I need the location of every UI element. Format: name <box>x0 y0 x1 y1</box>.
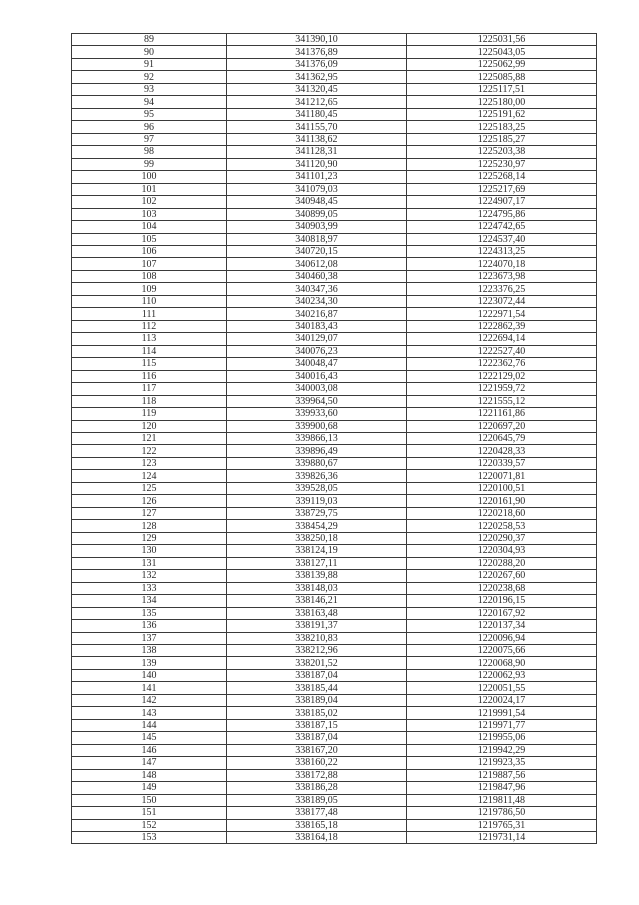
point-number-cell: 141 <box>72 682 227 694</box>
table-row <box>72 183 597 195</box>
x-coordinate-cell: 338186,28 <box>227 782 407 794</box>
point-number-cell: 116 <box>72 370 227 382</box>
table-row <box>72 158 597 170</box>
table-row <box>72 819 597 831</box>
point-number-cell: 140 <box>72 669 227 681</box>
x-coordinate-cell: 340216,87 <box>227 308 407 320</box>
x-coordinate-cell: 338185,02 <box>227 707 407 719</box>
point-number-cell: 143 <box>72 707 227 719</box>
x-coordinate-cell: 338148,03 <box>227 582 407 594</box>
x-coordinate-cell: 338729,75 <box>227 507 407 519</box>
point-number-cell: 103 <box>72 208 227 220</box>
point-number-cell: 139 <box>72 657 227 669</box>
y-coordinate-cell: 1220051,55 <box>407 682 597 694</box>
point-number-cell: 120 <box>72 420 227 432</box>
table-row <box>72 420 597 432</box>
y-coordinate-cell: 1219991,54 <box>407 707 597 719</box>
table-row <box>72 807 597 819</box>
x-coordinate-cell: 341212,65 <box>227 96 407 108</box>
y-coordinate-cell: 1225183,25 <box>407 121 597 133</box>
y-coordinate-cell: 1220697,20 <box>407 420 597 432</box>
x-coordinate-cell: 339933,60 <box>227 408 407 420</box>
table-row <box>72 644 597 656</box>
point-number-cell: 112 <box>72 320 227 332</box>
table-row <box>72 358 597 370</box>
x-coordinate-cell: 338189,04 <box>227 694 407 706</box>
x-coordinate-cell: 340347,36 <box>227 283 407 295</box>
y-coordinate-cell: 1220096,94 <box>407 632 597 644</box>
y-coordinate-cell: 1223072,44 <box>407 295 597 307</box>
point-number-cell: 100 <box>72 171 227 183</box>
table-row <box>72 657 597 669</box>
y-coordinate-cell: 1221555,12 <box>407 395 597 407</box>
x-coordinate-cell: 340129,07 <box>227 333 407 345</box>
x-coordinate-cell: 339880,67 <box>227 457 407 469</box>
x-coordinate-cell: 341079,03 <box>227 183 407 195</box>
table-row <box>72 295 597 307</box>
point-number-cell: 89 <box>72 34 227 46</box>
point-number-cell: 142 <box>72 694 227 706</box>
y-coordinate-cell: 1219955,06 <box>407 732 597 744</box>
table-row <box>72 320 597 332</box>
table-row <box>72 370 597 382</box>
x-coordinate-cell: 338127,11 <box>227 557 407 569</box>
x-coordinate-cell: 338177,48 <box>227 807 407 819</box>
table-row <box>72 395 597 407</box>
x-coordinate-cell: 340903,99 <box>227 221 407 233</box>
x-coordinate-cell: 340003,08 <box>227 383 407 395</box>
x-coordinate-cell: 338187,15 <box>227 719 407 731</box>
table-row <box>72 744 597 756</box>
y-coordinate-cell: 1220161,90 <box>407 495 597 507</box>
point-number-cell: 91 <box>72 58 227 70</box>
y-coordinate-cell: 1220062,93 <box>407 669 597 681</box>
x-coordinate-cell: 338187,04 <box>227 732 407 744</box>
x-coordinate-cell: 338172,88 <box>227 769 407 781</box>
x-coordinate-cell: 341128,31 <box>227 146 407 158</box>
point-number-cell: 106 <box>72 245 227 257</box>
y-coordinate-cell: 1225085,88 <box>407 71 597 83</box>
table-row <box>72 270 597 282</box>
point-number-cell: 102 <box>72 196 227 208</box>
point-number-cell: 118 <box>72 395 227 407</box>
table-row <box>72 58 597 70</box>
point-number-cell: 125 <box>72 482 227 494</box>
point-number-cell: 117 <box>72 383 227 395</box>
y-coordinate-cell: 1223376,25 <box>407 283 597 295</box>
point-number-cell: 124 <box>72 470 227 482</box>
point-number-cell: 94 <box>72 96 227 108</box>
table-row <box>72 682 597 694</box>
table-row <box>72 719 597 731</box>
y-coordinate-cell: 1220071,81 <box>407 470 597 482</box>
y-coordinate-cell: 1220267,60 <box>407 570 597 582</box>
point-number-cell: 90 <box>72 46 227 58</box>
y-coordinate-cell: 1220339,57 <box>407 457 597 469</box>
y-coordinate-cell: 1225117,51 <box>407 83 597 95</box>
x-coordinate-cell: 340016,43 <box>227 370 407 382</box>
table-row <box>72 333 597 345</box>
table-row <box>72 669 597 681</box>
table-row <box>72 582 597 594</box>
y-coordinate-cell: 1219847,96 <box>407 782 597 794</box>
table-row <box>72 607 597 619</box>
point-number-cell: 98 <box>72 146 227 158</box>
table-row <box>72 46 597 58</box>
point-number-cell: 152 <box>72 819 227 831</box>
y-coordinate-cell: 1220024,17 <box>407 694 597 706</box>
point-number-cell: 136 <box>72 620 227 632</box>
y-coordinate-cell: 1220288,20 <box>407 557 597 569</box>
x-coordinate-cell: 341376,09 <box>227 58 407 70</box>
x-coordinate-cell: 338185,44 <box>227 682 407 694</box>
x-coordinate-cell: 341320,45 <box>227 83 407 95</box>
y-coordinate-cell: 1225230,97 <box>407 158 597 170</box>
point-number-cell: 131 <box>72 557 227 569</box>
point-number-cell: 128 <box>72 520 227 532</box>
x-coordinate-cell: 338189,05 <box>227 794 407 806</box>
x-coordinate-cell: 338163,48 <box>227 607 407 619</box>
point-number-cell: 145 <box>72 732 227 744</box>
point-number-cell: 153 <box>72 832 227 844</box>
point-number-cell: 144 <box>72 719 227 731</box>
point-number-cell: 104 <box>72 221 227 233</box>
table-row <box>72 245 597 257</box>
table-row <box>72 34 597 46</box>
y-coordinate-cell: 1219971,77 <box>407 719 597 731</box>
x-coordinate-cell: 341155,70 <box>227 121 407 133</box>
y-coordinate-cell: 1222362,76 <box>407 358 597 370</box>
point-number-cell: 113 <box>72 333 227 345</box>
table-row <box>72 557 597 569</box>
y-coordinate-cell: 1220304,93 <box>407 545 597 557</box>
x-coordinate-cell: 339964,50 <box>227 395 407 407</box>
table-row <box>72 495 597 507</box>
table-row <box>72 632 597 644</box>
point-number-cell: 96 <box>72 121 227 133</box>
table-row <box>72 545 597 557</box>
x-coordinate-cell: 340460,38 <box>227 270 407 282</box>
table-row <box>72 782 597 794</box>
point-number-cell: 135 <box>72 607 227 619</box>
table-row <box>72 108 597 120</box>
y-coordinate-cell: 1220290,37 <box>407 532 597 544</box>
table-row <box>72 570 597 582</box>
y-coordinate-cell: 1224907,17 <box>407 196 597 208</box>
table-row <box>72 707 597 719</box>
point-number-cell: 105 <box>72 233 227 245</box>
point-number-cell: 133 <box>72 582 227 594</box>
point-number-cell: 115 <box>72 358 227 370</box>
x-coordinate-cell: 340818,97 <box>227 233 407 245</box>
point-number-cell: 119 <box>72 408 227 420</box>
y-coordinate-cell: 1219887,56 <box>407 769 597 781</box>
y-coordinate-cell: 1220428,33 <box>407 445 597 457</box>
x-coordinate-cell: 338164,18 <box>227 832 407 844</box>
point-number-cell: 123 <box>72 457 227 469</box>
table-row <box>72 71 597 83</box>
point-number-cell: 110 <box>72 295 227 307</box>
point-number-cell: 95 <box>72 108 227 120</box>
x-coordinate-cell: 338187,04 <box>227 669 407 681</box>
table-row <box>72 83 597 95</box>
x-coordinate-cell: 338210,83 <box>227 632 407 644</box>
table-row <box>72 532 597 544</box>
y-coordinate-cell: 1225203,38 <box>407 146 597 158</box>
y-coordinate-cell: 1223673,98 <box>407 270 597 282</box>
table-row <box>72 121 597 133</box>
x-coordinate-cell: 340183,43 <box>227 320 407 332</box>
table-row <box>72 96 597 108</box>
table-row <box>72 482 597 494</box>
y-coordinate-cell: 1225031,56 <box>407 34 597 46</box>
y-coordinate-cell: 1220645,79 <box>407 433 597 445</box>
table-row <box>72 794 597 806</box>
y-coordinate-cell: 1225062,99 <box>407 58 597 70</box>
table-row <box>72 832 597 844</box>
y-coordinate-cell: 1221161,86 <box>407 408 597 420</box>
x-coordinate-cell: 340612,08 <box>227 258 407 270</box>
table-row <box>72 520 597 532</box>
coordinates-table <box>71 33 597 844</box>
x-coordinate-cell: 338165,18 <box>227 819 407 831</box>
y-coordinate-cell: 1219942,29 <box>407 744 597 756</box>
y-coordinate-cell: 1224795,86 <box>407 208 597 220</box>
table-row <box>72 308 597 320</box>
y-coordinate-cell: 1224070,18 <box>407 258 597 270</box>
table-row <box>72 470 597 482</box>
x-coordinate-cell: 340076,23 <box>227 345 407 357</box>
x-coordinate-cell: 341376,89 <box>227 46 407 58</box>
x-coordinate-cell: 338139,88 <box>227 570 407 582</box>
table-row <box>72 595 597 607</box>
x-coordinate-cell: 339900,68 <box>227 420 407 432</box>
y-coordinate-cell: 1220196,15 <box>407 595 597 607</box>
x-coordinate-cell: 340948,45 <box>227 196 407 208</box>
table-row <box>72 171 597 183</box>
y-coordinate-cell: 1220218,60 <box>407 507 597 519</box>
table-row <box>72 457 597 469</box>
x-coordinate-cell: 340720,15 <box>227 245 407 257</box>
y-coordinate-cell: 1222971,54 <box>407 308 597 320</box>
x-coordinate-cell: 339896,49 <box>227 445 407 457</box>
table-row <box>72 694 597 706</box>
x-coordinate-cell: 338160,22 <box>227 757 407 769</box>
y-coordinate-cell: 1220238,68 <box>407 582 597 594</box>
y-coordinate-cell: 1222129,02 <box>407 370 597 382</box>
table-row <box>72 233 597 245</box>
y-coordinate-cell: 1219923,35 <box>407 757 597 769</box>
y-coordinate-cell: 1225217,69 <box>407 183 597 195</box>
table-row <box>72 208 597 220</box>
point-number-cell: 121 <box>72 433 227 445</box>
point-number-cell: 138 <box>72 644 227 656</box>
point-number-cell: 146 <box>72 744 227 756</box>
table-row <box>72 258 597 270</box>
point-number-cell: 101 <box>72 183 227 195</box>
point-number-cell: 129 <box>72 532 227 544</box>
point-number-cell: 92 <box>72 71 227 83</box>
point-number-cell: 137 <box>72 632 227 644</box>
point-number-cell: 147 <box>72 757 227 769</box>
y-coordinate-cell: 1222527,40 <box>407 345 597 357</box>
x-coordinate-cell: 339866,13 <box>227 433 407 445</box>
table-row <box>72 769 597 781</box>
y-coordinate-cell: 1220068,90 <box>407 657 597 669</box>
y-coordinate-cell: 1219786,50 <box>407 807 597 819</box>
y-coordinate-cell: 1225043,05 <box>407 46 597 58</box>
table-row <box>72 757 597 769</box>
table-row <box>72 433 597 445</box>
x-coordinate-cell: 338201,52 <box>227 657 407 669</box>
x-coordinate-cell: 341180,45 <box>227 108 407 120</box>
x-coordinate-cell: 341362,95 <box>227 71 407 83</box>
point-number-cell: 97 <box>72 133 227 145</box>
y-coordinate-cell: 1219765,31 <box>407 819 597 831</box>
point-number-cell: 108 <box>72 270 227 282</box>
x-coordinate-cell: 338124,19 <box>227 545 407 557</box>
y-coordinate-cell: 1219731,14 <box>407 832 597 844</box>
point-number-cell: 149 <box>72 782 227 794</box>
x-coordinate-cell: 341120,90 <box>227 158 407 170</box>
x-coordinate-cell: 340899,05 <box>227 208 407 220</box>
y-coordinate-cell: 1220075,66 <box>407 644 597 656</box>
y-coordinate-cell: 1225191,62 <box>407 108 597 120</box>
x-coordinate-cell: 340234,30 <box>227 295 407 307</box>
point-number-cell: 127 <box>72 507 227 519</box>
point-number-cell: 148 <box>72 769 227 781</box>
y-coordinate-cell: 1225268,14 <box>407 171 597 183</box>
table-row <box>72 408 597 420</box>
y-coordinate-cell: 1219811,48 <box>407 794 597 806</box>
y-coordinate-cell: 1221959,72 <box>407 383 597 395</box>
x-coordinate-cell: 339528,05 <box>227 482 407 494</box>
x-coordinate-cell: 338212,96 <box>227 644 407 656</box>
y-coordinate-cell: 1224537,40 <box>407 233 597 245</box>
point-number-cell: 93 <box>72 83 227 95</box>
x-coordinate-cell: 339826,36 <box>227 470 407 482</box>
point-number-cell: 132 <box>72 570 227 582</box>
y-coordinate-cell: 1224313,25 <box>407 245 597 257</box>
table-row <box>72 133 597 145</box>
y-coordinate-cell: 1224742,65 <box>407 221 597 233</box>
point-number-cell: 126 <box>72 495 227 507</box>
x-coordinate-cell: 339119,03 <box>227 495 407 507</box>
table-row <box>72 445 597 457</box>
y-coordinate-cell: 1220167,92 <box>407 607 597 619</box>
point-number-cell: 122 <box>72 445 227 457</box>
point-number-cell: 150 <box>72 794 227 806</box>
table-row <box>72 732 597 744</box>
y-coordinate-cell: 1225185,27 <box>407 133 597 145</box>
point-number-cell: 109 <box>72 283 227 295</box>
table-row <box>72 507 597 519</box>
x-coordinate-cell: 340048,47 <box>227 358 407 370</box>
y-coordinate-cell: 1222862,39 <box>407 320 597 332</box>
x-coordinate-cell: 338191,37 <box>227 620 407 632</box>
x-coordinate-cell: 338250,18 <box>227 532 407 544</box>
y-coordinate-cell: 1220137,34 <box>407 620 597 632</box>
x-coordinate-cell: 341390,10 <box>227 34 407 46</box>
y-coordinate-cell: 1225180,00 <box>407 96 597 108</box>
table-row <box>72 196 597 208</box>
table-row <box>72 383 597 395</box>
coordinates-table-body <box>72 34 597 844</box>
point-number-cell: 107 <box>72 258 227 270</box>
point-number-cell: 130 <box>72 545 227 557</box>
x-coordinate-cell: 338146,21 <box>227 595 407 607</box>
y-coordinate-cell: 1220258,53 <box>407 520 597 532</box>
point-number-cell: 99 <box>72 158 227 170</box>
point-number-cell: 114 <box>72 345 227 357</box>
x-coordinate-cell: 341101,23 <box>227 171 407 183</box>
x-coordinate-cell: 338167,20 <box>227 744 407 756</box>
y-coordinate-cell: 1222694,14 <box>407 333 597 345</box>
table-row <box>72 345 597 357</box>
table-row <box>72 146 597 158</box>
table-row <box>72 221 597 233</box>
table-row <box>72 283 597 295</box>
x-coordinate-cell: 341138,62 <box>227 133 407 145</box>
x-coordinate-cell: 338454,29 <box>227 520 407 532</box>
point-number-cell: 111 <box>72 308 227 320</box>
point-number-cell: 134 <box>72 595 227 607</box>
point-number-cell: 151 <box>72 807 227 819</box>
y-coordinate-cell: 1220100,51 <box>407 482 597 494</box>
table-row <box>72 620 597 632</box>
